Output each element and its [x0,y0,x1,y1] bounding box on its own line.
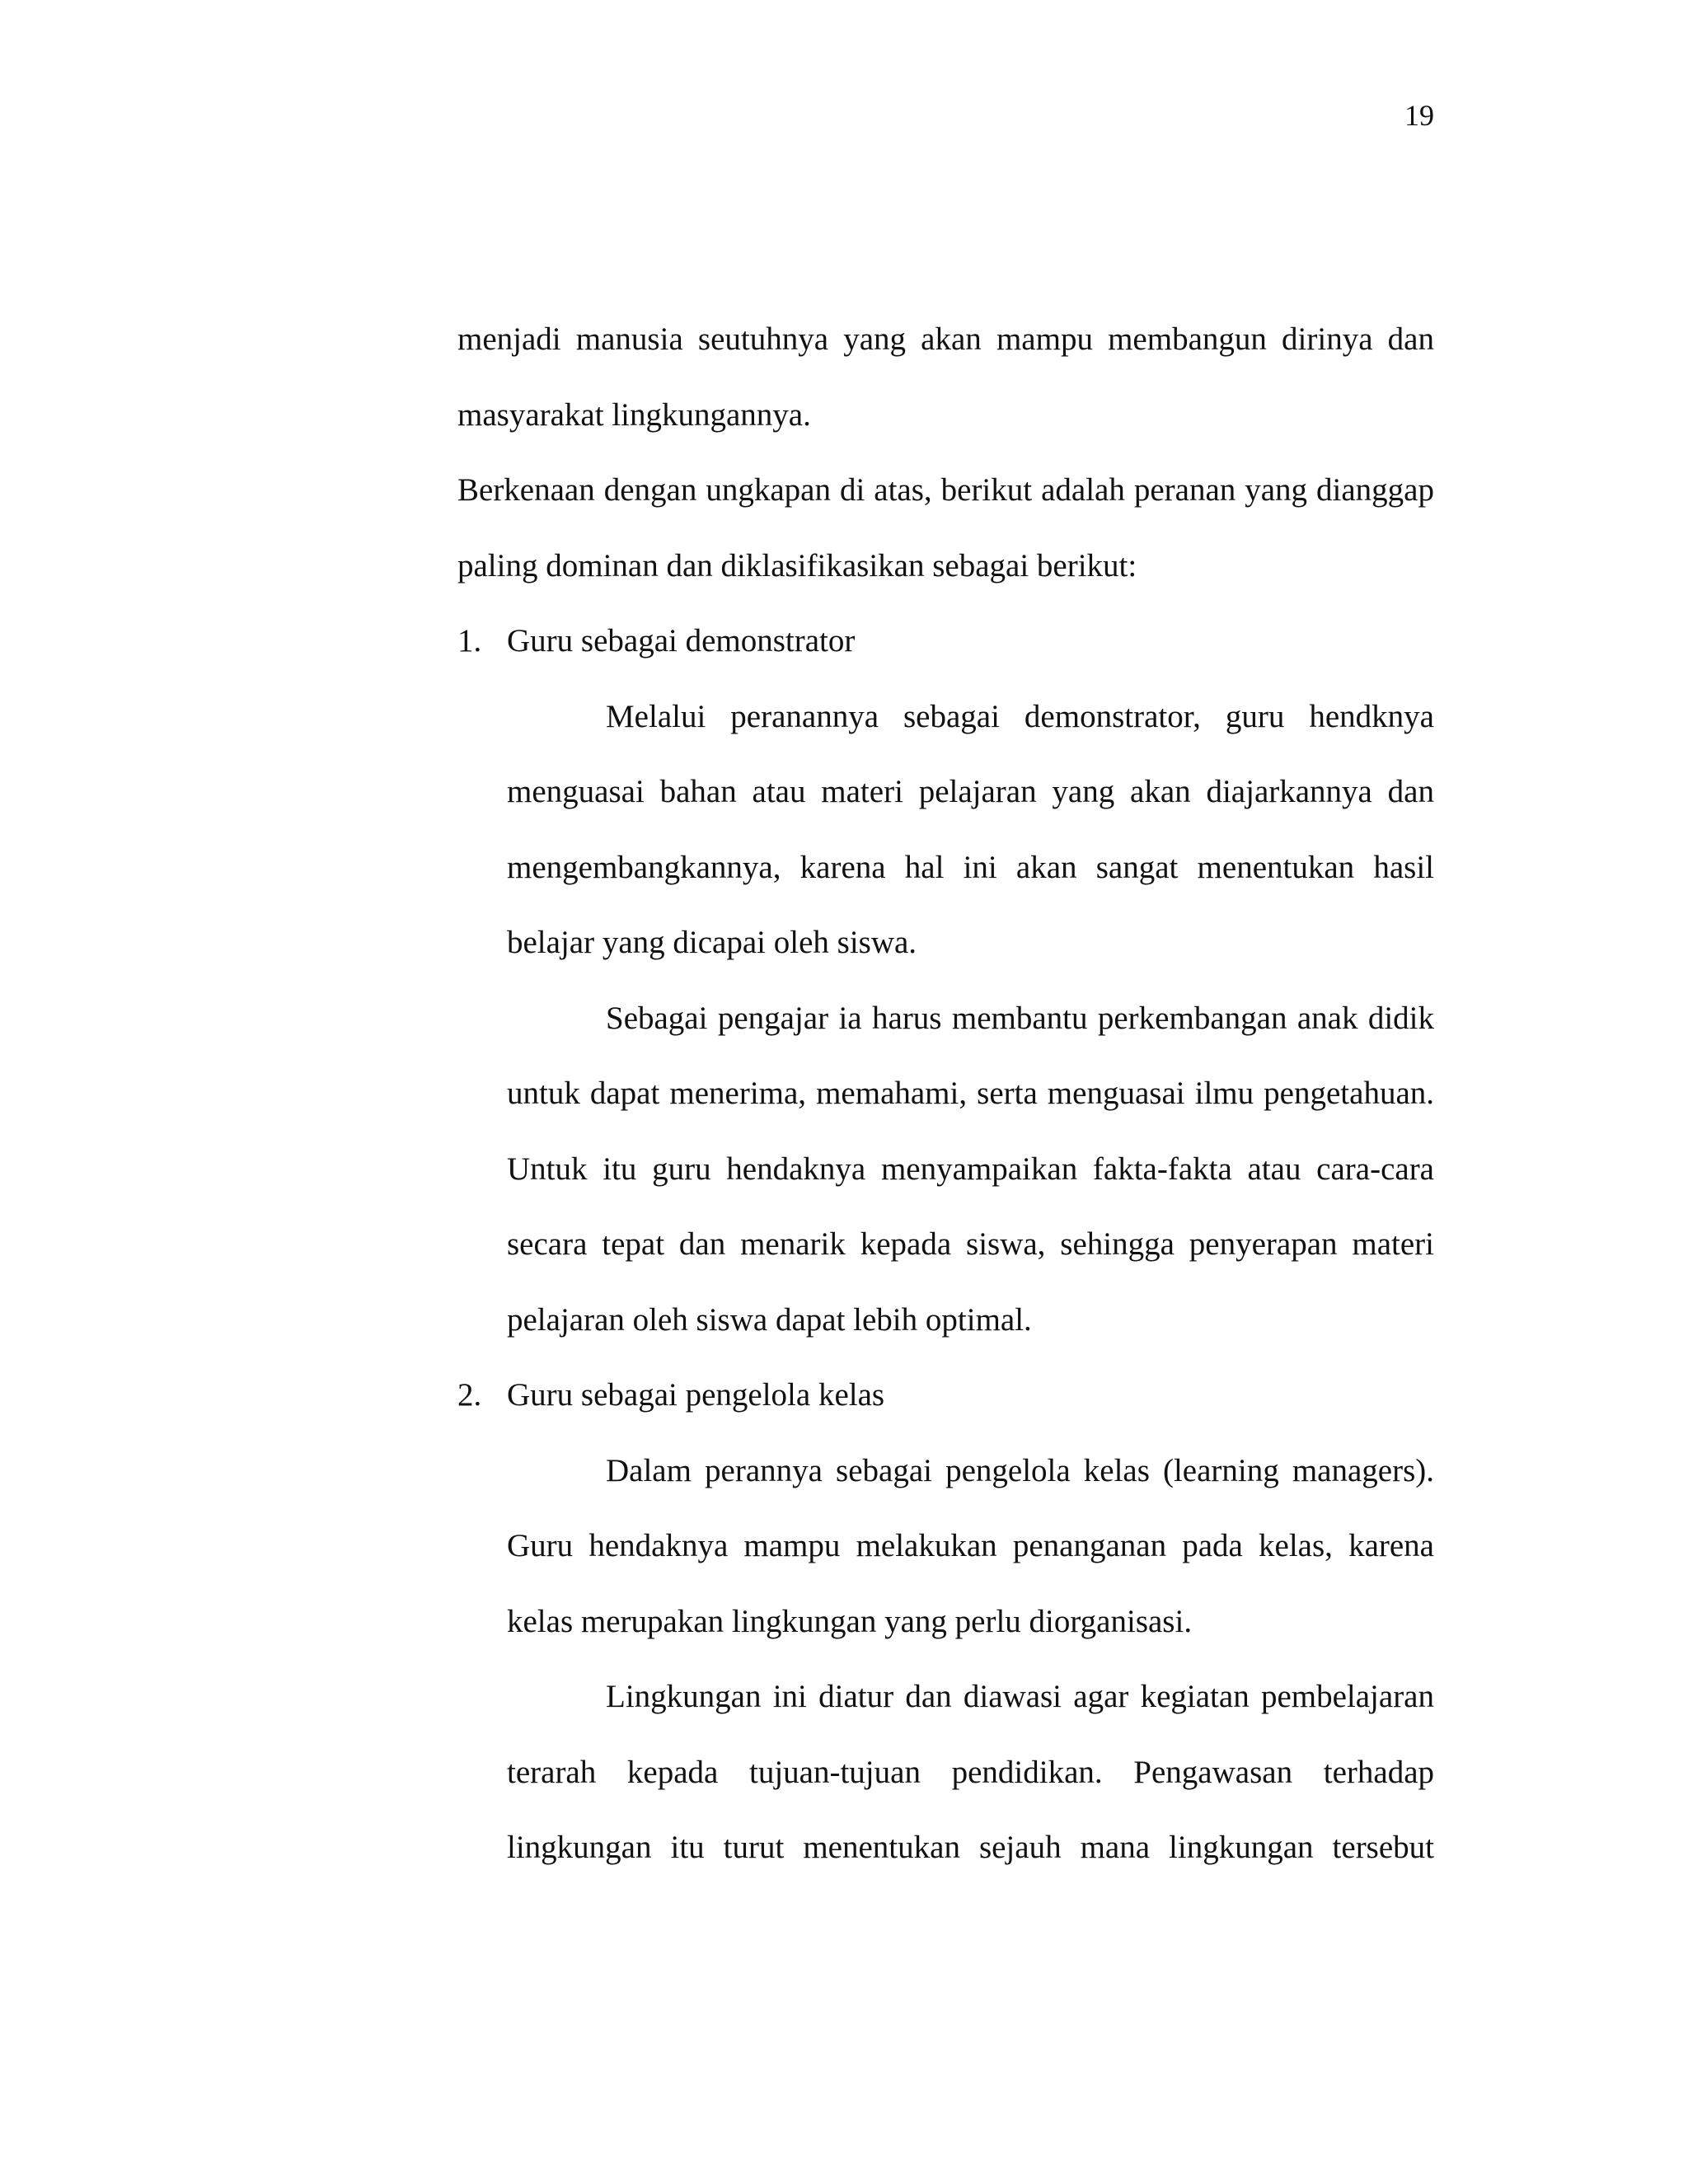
body-paragraph: Dalam perannya sebagai pengelola kelas (learning managers). Guru hendaknya mampu melakukan penanganan pada kelas, karena kelas merupakan lingkungan yang perlu diorganisasi. [507,1452,1434,1639]
list-item-demonstrator [457,603,1434,1357]
list-item-number: 1. [457,623,482,658]
list-item-heading [457,1357,1434,1433]
list-item-body [507,1433,1434,1886]
intro-paragraph: Berkenaan dengan ungkapan di atas, berikut adalah peranan yang dianggap paling dominan dan diklasifikasikan sebagai berikut: [457,472,1434,583]
body-paragraph: Lingkungan ini diatur dan diawasi agar kegiatan pembelajaran terarah kepada tujuan-tujuan pendidikan. Pengawasan terhadap lingkungan itu turut menentukan sejauh mana lingkungan tersebut [507,1679,1434,1865]
list-item-body [507,679,1434,1358]
intro-paragraph: menjadi manusia seutuhnya yang akan mampu membangun dirinya dan masyarakat lingkungannya. [457,321,1434,433]
list-item-pengelola-kelas [457,1357,1434,1886]
list-item-number: 2. [457,1377,482,1413]
list-item-title: Guru sebagai demonstrator [507,623,856,658]
body-paragraph: Sebagai pengajar ia harus membantu perkembangan anak didik untuk dapat menerima, memahami, serta menguasai ilmu pengetahuan. Untuk itu guru hendaknya menyampaikan fakta-fakta atau cara-cara secara tepat dan menarik kepada siswa, sehingga penyerapan materi pelajaran oleh siswa dapat lebih optimal. [507,1000,1434,1338]
list-item-title: Guru sebagai pengelola kelas [507,1377,885,1413]
body-text [457,302,1434,1886]
body-paragraph: Melalui peranannya sebagai demonstrator, guru hendknya menguasai bahan atau materi pelajaran yang akan diajarkannya dan mengembangkannya, karena hal ini akan sangat menentukan hasil belajar yang dicapai oleh siswa. [507,698,1434,960]
page-number: 19 [1404,99,1434,132]
list-item-heading [457,603,1434,679]
